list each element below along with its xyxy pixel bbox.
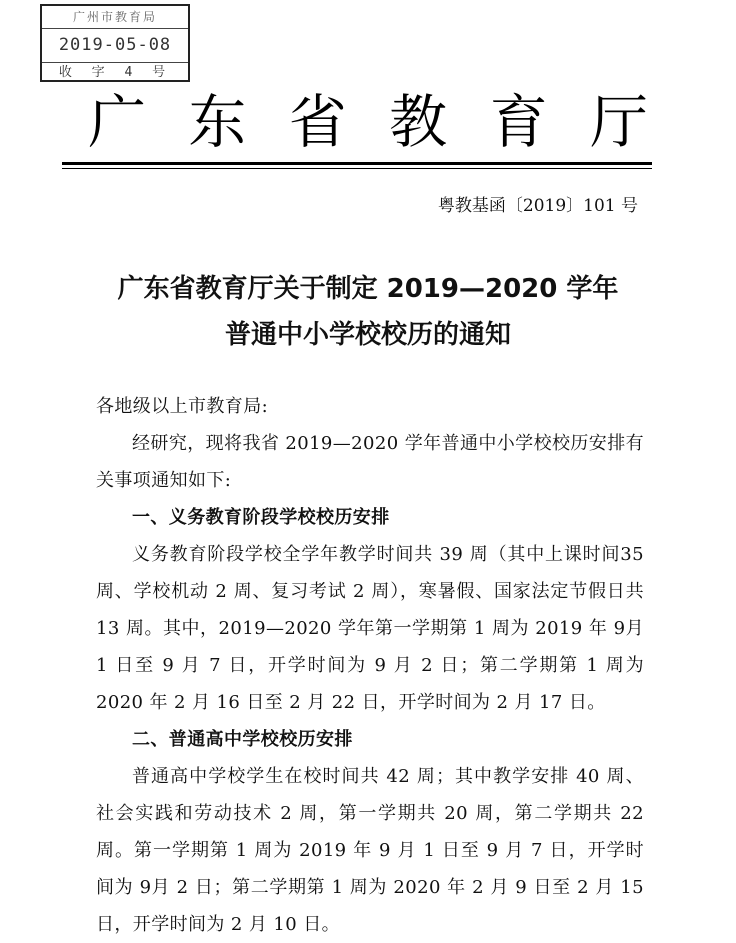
stamp-file-number: 收 字 4 号 — [42, 62, 188, 83]
title-line-2: 普通中小学校校历的通知 — [224, 320, 511, 350]
masthead-char: 省 — [288, 88, 347, 156]
section-heading-2: 二、普通高中学校校历安排 — [132, 729, 353, 750]
masthead-char: 厅 — [589, 88, 648, 156]
section-paragraph-2: 普通高中学校学生在校时间共 42 周；其中教学安排 40 周、社会实践和劳动技术 2 周，第一学期共 20 周，第二学期共 22 周。第一学期第 1 周为 2019 年 9 月 1 日至 9 月 7 日，开学时间为 9月 2 日；第二学期第 1 周为 2020 年 2 月 9 日至 2 月 15 日，开学时间为 2 月 10 日。 — [96, 766, 644, 935]
section-heading-1: 一、义务教育阶段学校校历安排 — [132, 507, 390, 528]
stamp-organization: 广州市教育局 — [42, 6, 188, 29]
document-title — [0, 266, 736, 358]
stamp-date: 2019-05-08 — [58, 35, 172, 55]
document-number: 粤教基函〔2019〕101 号 — [437, 196, 638, 216]
masthead-char: 教 — [389, 88, 448, 156]
masthead — [88, 86, 648, 158]
section-paragraph-1: 义务教育阶段学校全学年教学时间共 39 周（其中上课时间35 周、学校机动 2 周、复习考试 2 周），寒暑假、国家法定节假日共 13 周。其中，2019—2020 学年第一学期第 1 周为 2019 年 9月 1 日至 9 月 7 日，开学时间为 9 月 2 日；第二学期第 1 周为2020 年 2 月 16 日至 2 月 22 日，开学时间为 2 月 17 日。 — [96, 544, 644, 713]
masthead-char: 广 — [88, 88, 147, 156]
document-body — [96, 388, 644, 943]
intro-paragraph: 经研究，现将我省 2019—2020 学年普通中小学校校历安排有关事项通知如下: — [96, 433, 644, 491]
masthead-rule-thin — [62, 168, 652, 169]
masthead-char: 育 — [489, 88, 548, 156]
salutation: 各地级以上市教育局: — [96, 396, 269, 417]
masthead-rule-thick — [62, 162, 652, 165]
received-stamp — [40, 4, 190, 82]
masthead-char: 东 — [188, 88, 247, 156]
title-line-1: 广东省教育厅关于制定 2019—2020 学年 — [117, 274, 619, 304]
